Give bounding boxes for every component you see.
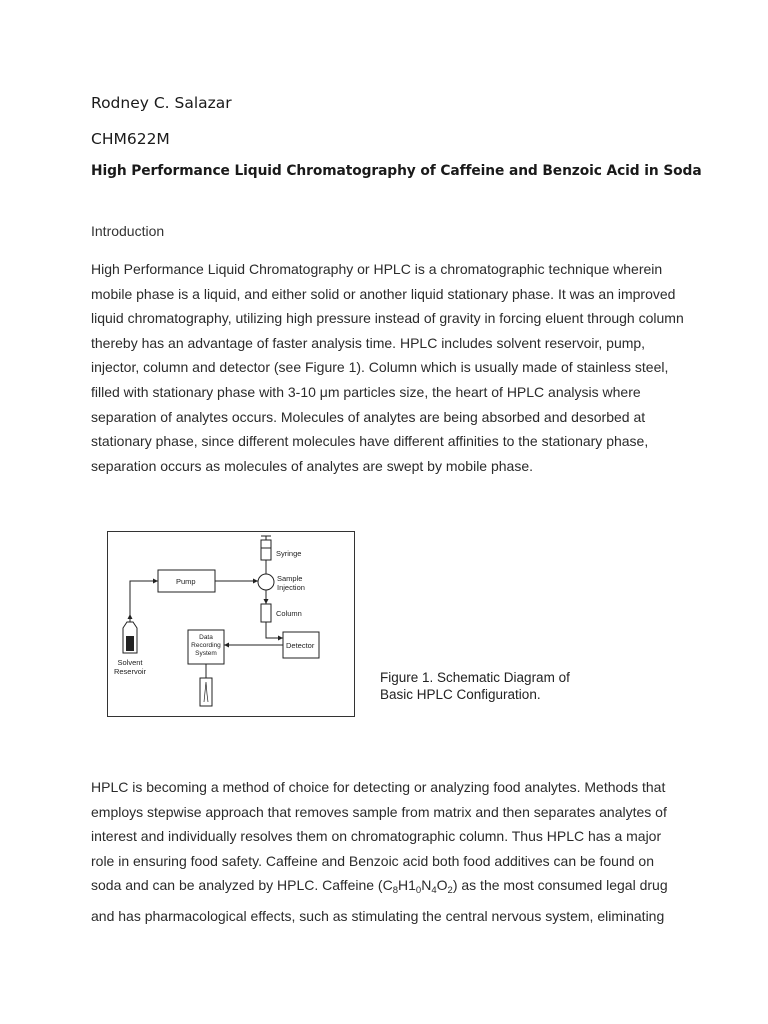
label-system: System bbox=[195, 650, 217, 657]
text-line-caffeine-formula bbox=[91, 873, 691, 904]
subscript: 2 bbox=[447, 885, 453, 897]
label-syringe: Syringe bbox=[276, 549, 302, 558]
subscript: 4 bbox=[431, 885, 437, 897]
text-line: mobile phase is a liquid, and either solid or another liquid stationary phase. It was an improved bbox=[91, 285, 676, 302]
text-segment: O bbox=[436, 877, 448, 894]
caption-line: Figure 1. Schematic Diagram of bbox=[380, 670, 570, 685]
text-line: thereby has an advantage of faster analysis time. HPLC includes solvent reservoir, pump, bbox=[91, 334, 646, 351]
label-injection: Injection bbox=[277, 583, 305, 592]
subscript: 8 bbox=[392, 885, 399, 897]
hplc-diagram bbox=[108, 532, 354, 716]
text-line: liquid chromatography, utilizing high pressure instead of gravity in forcing eluent through column bbox=[91, 310, 684, 327]
text-segment: H1 bbox=[398, 877, 416, 894]
text-line: separation occurs as molecules of analytes are swept by mobile phase. bbox=[91, 457, 534, 474]
text-line: interest and individually resolves them on chromatographic column. Thus HPLC has a major bbox=[91, 828, 662, 845]
label-solvent: Solvent bbox=[117, 658, 143, 667]
text-line: injector, column and detector (see Figure 1). Column which is usually made of stainless steel, bbox=[91, 359, 669, 376]
figure-caption bbox=[380, 669, 570, 703]
label-column: Column bbox=[276, 609, 302, 618]
text-line: HPLC is becoming a method of choice for detecting or analyzing food analytes. Methods that bbox=[91, 779, 666, 795]
label-reservoir: Reservoir bbox=[113, 667, 147, 676]
text-segment: ) as the most consumed legal drug bbox=[452, 877, 668, 894]
label-recording: Recording bbox=[191, 642, 221, 649]
syringe-icon bbox=[261, 540, 271, 560]
food-analysis-paragraph bbox=[91, 775, 691, 929]
course-code: CHM622M bbox=[91, 130, 170, 148]
text-line: filled with stationary phase with 3-10 μm particles size, the heart of HPLC analysis where bbox=[91, 383, 641, 400]
label-data: Data bbox=[199, 634, 213, 641]
label-pump: Pump bbox=[176, 577, 196, 586]
caption-line: Basic HPLC Configuration. bbox=[380, 687, 541, 702]
label-detector: Detector bbox=[286, 641, 315, 650]
text-segment: soda and can be analyzed by HPLC. Caffeine (C bbox=[91, 877, 393, 894]
solvent-fill-icon bbox=[126, 636, 134, 651]
column-icon bbox=[261, 604, 271, 622]
text-segment: N bbox=[421, 877, 432, 894]
text-line: High Performance Liquid Chromatography or HPLC is a chromatographic technique wherein bbox=[91, 261, 663, 277]
introduction-paragraph bbox=[91, 257, 691, 478]
section-heading-introduction: Introduction bbox=[91, 223, 165, 239]
hplc-schematic-figure bbox=[107, 531, 355, 717]
text-line: and has pharmacological effects, such as stimulating the central nervous system, eliminating bbox=[91, 907, 665, 924]
author-name: Rodney C. Salazar bbox=[91, 94, 232, 112]
text-line: separation of analytes occurs. Molecules of analytes are being absorbed and desorbed at bbox=[91, 408, 646, 425]
subscript: 0 bbox=[415, 885, 422, 897]
document-title: High Performance Liquid Chromatography of Caffeine and Benzoic Acid in Soda bbox=[91, 163, 702, 179]
text-line: employs stepwise approach that removes sample from matrix and then separates analytes of bbox=[91, 803, 667, 820]
text-line: stationary phase, since different molecules have different affinities to the stationary phase, bbox=[91, 433, 649, 450]
label-sample: Sample bbox=[277, 574, 303, 583]
text-line: role in ensuring food safety. Caffeine and Benzoic acid both food additives can be found on bbox=[91, 852, 654, 869]
injection-valve-icon bbox=[258, 574, 274, 590]
